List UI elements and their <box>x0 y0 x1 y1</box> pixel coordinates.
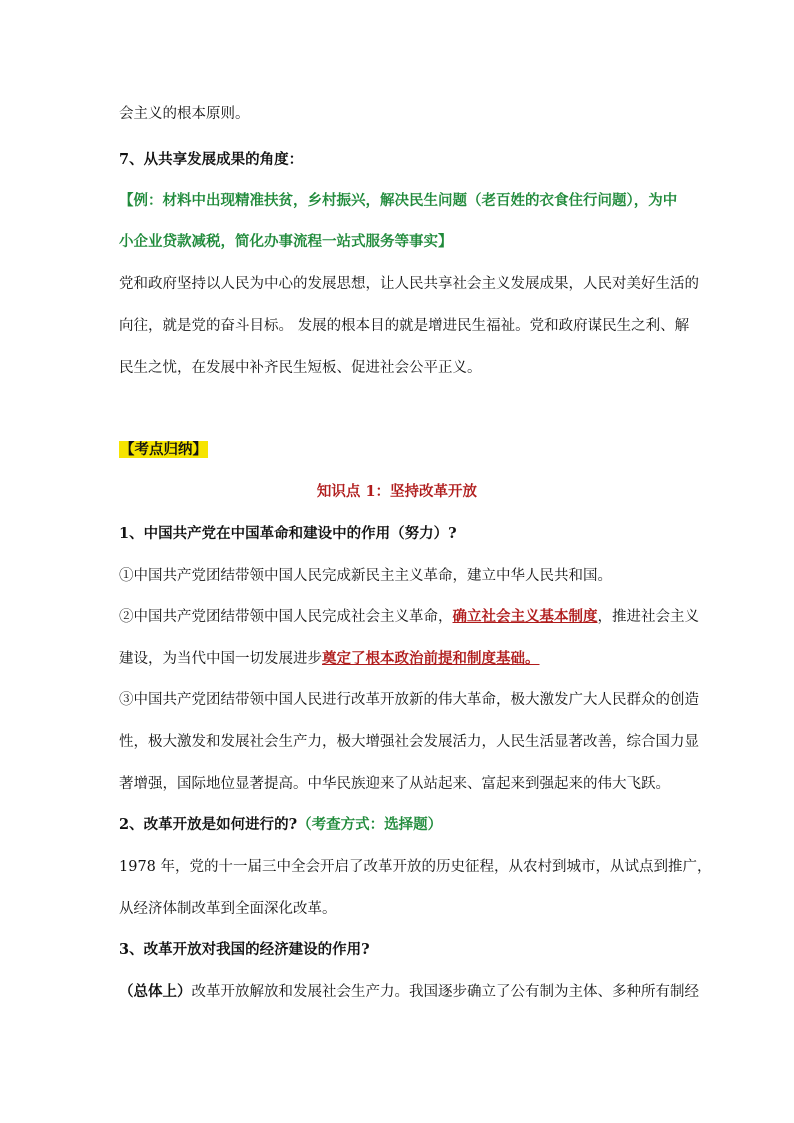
paragraph-line <box>119 982 699 1002</box>
paragraph-line: 1978 年，党的十一届三中全会开启了改革开放的历史征程，从农村到城市，从试点到推广， <box>119 859 712 875</box>
answer-text: 建设，为当代中国一切发展进步 <box>119 651 322 667</box>
question-note: （考查方式：选择题） <box>297 816 443 833</box>
section-7-heading: 7、从共享发展成果的角度： <box>119 151 304 168</box>
example-line-1: 【例：材料中出现精准扶贫，乡村振兴，解决民生问题（老百姓的衣食住行问题），为中 <box>119 192 678 209</box>
answer-item-2-cont <box>119 649 680 669</box>
question-3-heading: 3、改革开放对我国的经济建设的作用? <box>119 941 370 958</box>
question-2-heading <box>119 815 680 835</box>
answer-text: 改革开放解放和发展社会生产力。我国逐步确立了公有制为主体、多种所有制经 <box>191 984 699 1000</box>
emphasis-text: （总体上） <box>119 983 192 1000</box>
summary-tag-line <box>119 440 680 460</box>
answer-text: ②中国共产党团结带领中国人民完成社会主义革命， <box>119 609 453 625</box>
paragraph-line: 向往，就是党的奋斗目标。 发展的根本目的就是增进民生福祉。党和政府谋民生之利、解 <box>119 318 690 334</box>
key-phrase: 确立社会主义基本制度 <box>452 608 598 625</box>
answer-item-1: ①中国共产党团结带领中国人民完成新民主主义革命，建立中华人民共和国。 <box>119 568 612 584</box>
paragraph-line: 民生之忧，在发展中补齐民生短板、促进社会公平正义。 <box>119 360 482 376</box>
knowledge-point-title: 知识点 1：坚持改革开放 <box>316 483 478 500</box>
paragraph-line: 会主义的根本原则。 <box>119 106 250 122</box>
answer-item-3: ③中国共产党团结带领中国人民进行改革开放新的伟大革命，极大激发广大人民群众的创造 <box>119 692 699 708</box>
question-text: 2、改革开放是如何进行的? <box>119 816 298 833</box>
example-line-2: 小企业贷款减税，简化办事流程一站式服务等事实】 <box>119 233 453 250</box>
answer-text: ，推进社会主义 <box>597 609 699 625</box>
answer-item-3-cont: 性，极大激发和发展社会生产力，极大增强社会发展活力，人民生活显著改善，综合国力显 <box>119 734 699 750</box>
answer-item-2 <box>119 607 699 627</box>
paragraph-line: 从经济体制改革到全面深化改革。 <box>119 901 337 917</box>
answer-item-3-cont: 著增强，国际地位显著提高。中华民族迎来了从站起来、富起来到强起来的伟大飞跃。 <box>119 776 670 792</box>
key-phrase: 奠定了根本政治前提和制度基础。 <box>322 650 540 667</box>
summary-tag: 【考点归纳】 <box>120 441 207 458</box>
question-1-heading: 1、中国共产党在中国革命和建设中的作用（努力）? <box>119 525 457 542</box>
paragraph-line: 党和政府坚持以人民为中心的发展思想，让人民共享社会主义发展成果，人民对美好生活的 <box>119 276 699 292</box>
